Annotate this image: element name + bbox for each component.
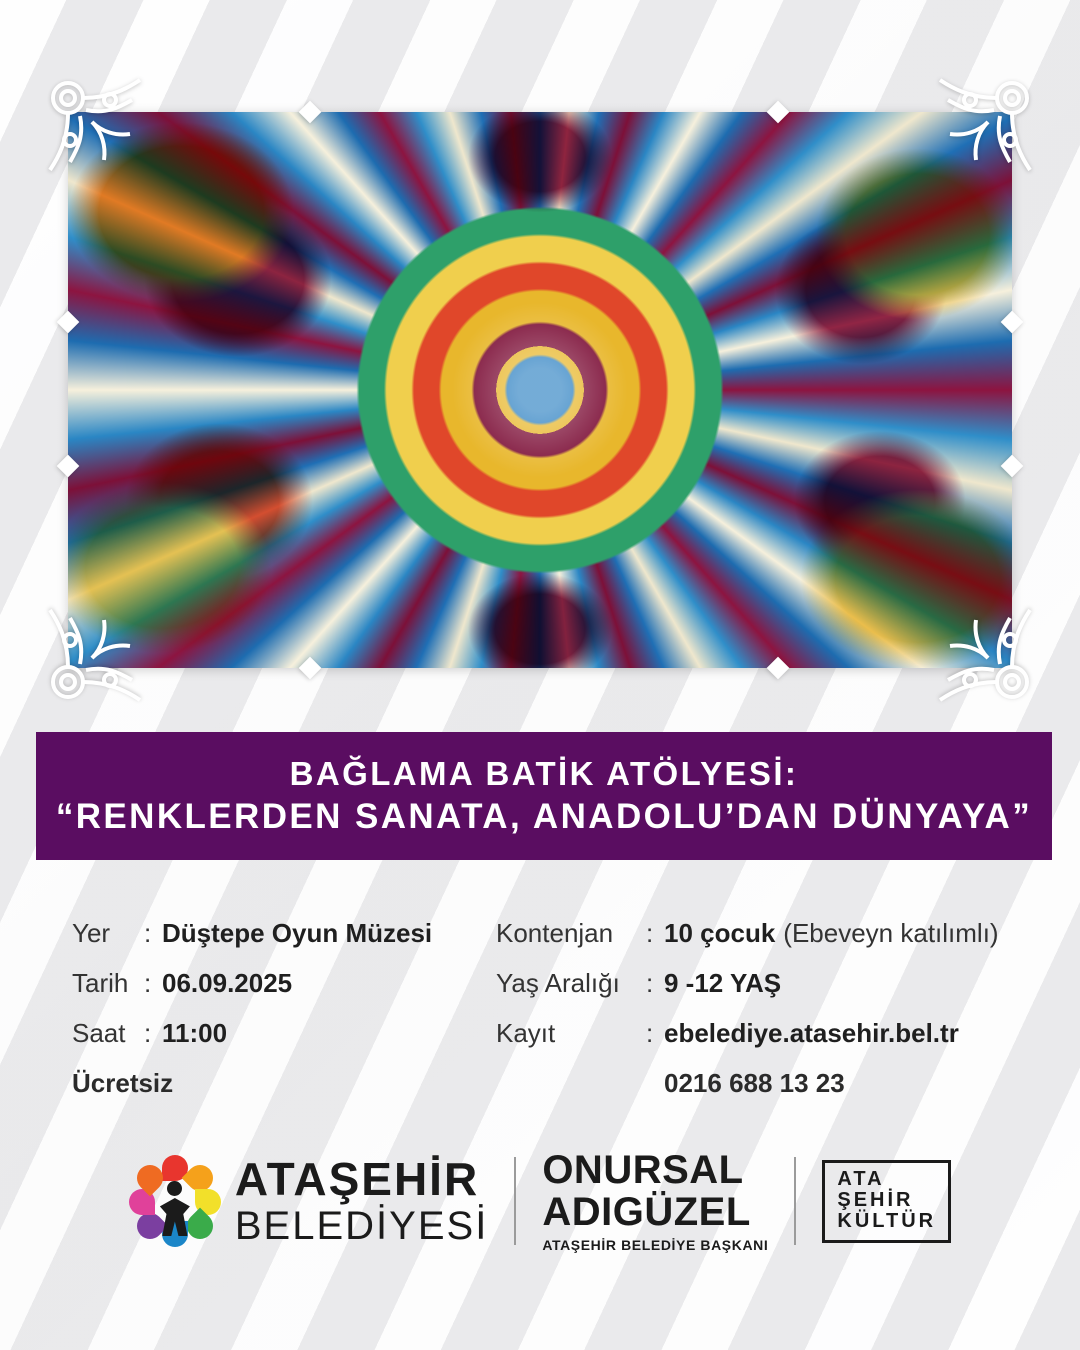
detail-label-yas-araligi: Yaş Aralığı bbox=[496, 968, 620, 998]
ornament-corner-icon bbox=[40, 590, 160, 710]
ornament-diamond-icon bbox=[1001, 455, 1024, 478]
atasehir-logo-text bbox=[234, 1153, 489, 1248]
ornament-diamond-icon bbox=[299, 101, 322, 124]
atasehir-kultur-logo bbox=[822, 1160, 951, 1243]
detail-label-saat: Saat bbox=[72, 1018, 126, 1048]
detail-separator: : bbox=[144, 918, 152, 948]
petal-flower-icon bbox=[129, 1155, 221, 1247]
workshop-title-line-2: “RENKLERDEN SANATA, ANADOLU’DAN DÜNYAYA” bbox=[55, 797, 1033, 836]
detail-label-tarih: Tarih bbox=[72, 968, 129, 998]
title-banner bbox=[36, 732, 1052, 860]
detail-label-yer: Yer bbox=[72, 918, 111, 948]
detail-separator: : bbox=[646, 968, 654, 998]
ornament-diamond-icon bbox=[767, 657, 790, 680]
detail-row-kontenjan bbox=[496, 908, 1056, 958]
kultur-logo-line-2: ŞEHİR bbox=[837, 1188, 914, 1211]
person-figure-icon bbox=[160, 1181, 190, 1237]
atasehir-logo-line-2: BELEDİYESİ bbox=[234, 1204, 489, 1248]
detail-value-yas-araligi: 9 -12 YAŞ bbox=[664, 968, 782, 998]
atasehir-belediyesi-logo bbox=[129, 1155, 488, 1247]
ornamental-frame bbox=[40, 70, 1040, 710]
detail-row-yer bbox=[72, 908, 492, 958]
ornament-diamond-icon bbox=[767, 101, 790, 124]
free-badge: Ücretsiz bbox=[72, 1068, 174, 1098]
mayor-name-logo bbox=[542, 1150, 768, 1252]
detail-value-yer: Düştepe Oyun Müzesi bbox=[162, 918, 433, 948]
mayor-first-name: ONURSAL bbox=[542, 1148, 744, 1192]
detail-label-kontenjan: Kontenjan bbox=[496, 918, 614, 948]
hero-section bbox=[40, 70, 1040, 710]
detail-separator: : bbox=[646, 918, 654, 948]
kultur-logo-line-1: ATA bbox=[837, 1167, 885, 1190]
logo-bar bbox=[0, 1150, 1080, 1252]
ornament-diamond-icon bbox=[1001, 311, 1024, 334]
ornament-corner-icon bbox=[40, 70, 160, 190]
details-column-left bbox=[72, 908, 492, 1108]
detail-value-saat: 11:00 bbox=[162, 1018, 228, 1048]
detail-separator: : bbox=[144, 1018, 152, 1048]
detail-row-kayit bbox=[496, 1008, 1056, 1058]
detail-row-tarih bbox=[72, 958, 492, 1008]
mayor-title: ATAŞEHİR BELEDİYE BAŞKANI bbox=[542, 1237, 769, 1253]
detail-value-kontenjan-note: (Ebeveyn katılımlı) bbox=[783, 918, 999, 948]
ornament-corner-icon bbox=[920, 590, 1040, 710]
atasehir-logo-line-1: ATAŞEHİR bbox=[234, 1153, 480, 1205]
detail-separator: : bbox=[144, 968, 152, 998]
ornament-diamond-icon bbox=[57, 455, 80, 478]
detail-row-saat bbox=[72, 1008, 492, 1058]
detail-value-kontenjan: 10 çocuk bbox=[664, 918, 776, 948]
detail-label-kayit: Kayıt bbox=[496, 1018, 556, 1048]
ornament-corner-icon bbox=[920, 70, 1040, 190]
ornament-diamond-icon bbox=[57, 311, 80, 334]
detail-separator: : bbox=[646, 1018, 654, 1048]
ornament-diamond-icon bbox=[299, 657, 322, 680]
mayor-last-name: ADIGÜZEL bbox=[542, 1190, 751, 1234]
kultur-logo-line-3: KÜLTÜR bbox=[837, 1209, 937, 1232]
logo-divider bbox=[514, 1157, 516, 1245]
registration-link[interactable]: ebelediye.atasehir.bel.tr bbox=[664, 1018, 959, 1048]
detail-row-yas-araligi bbox=[496, 958, 1056, 1008]
details-column-right bbox=[496, 908, 1056, 1108]
detail-value-tarih: 06.09.2025 bbox=[162, 968, 293, 998]
logo-divider bbox=[794, 1157, 796, 1245]
contact-phone[interactable]: 0216 688 13 23 bbox=[664, 1068, 845, 1098]
workshop-title-line-1: BAĞLAMA BATİK ATÖLYESİ: bbox=[289, 755, 799, 792]
